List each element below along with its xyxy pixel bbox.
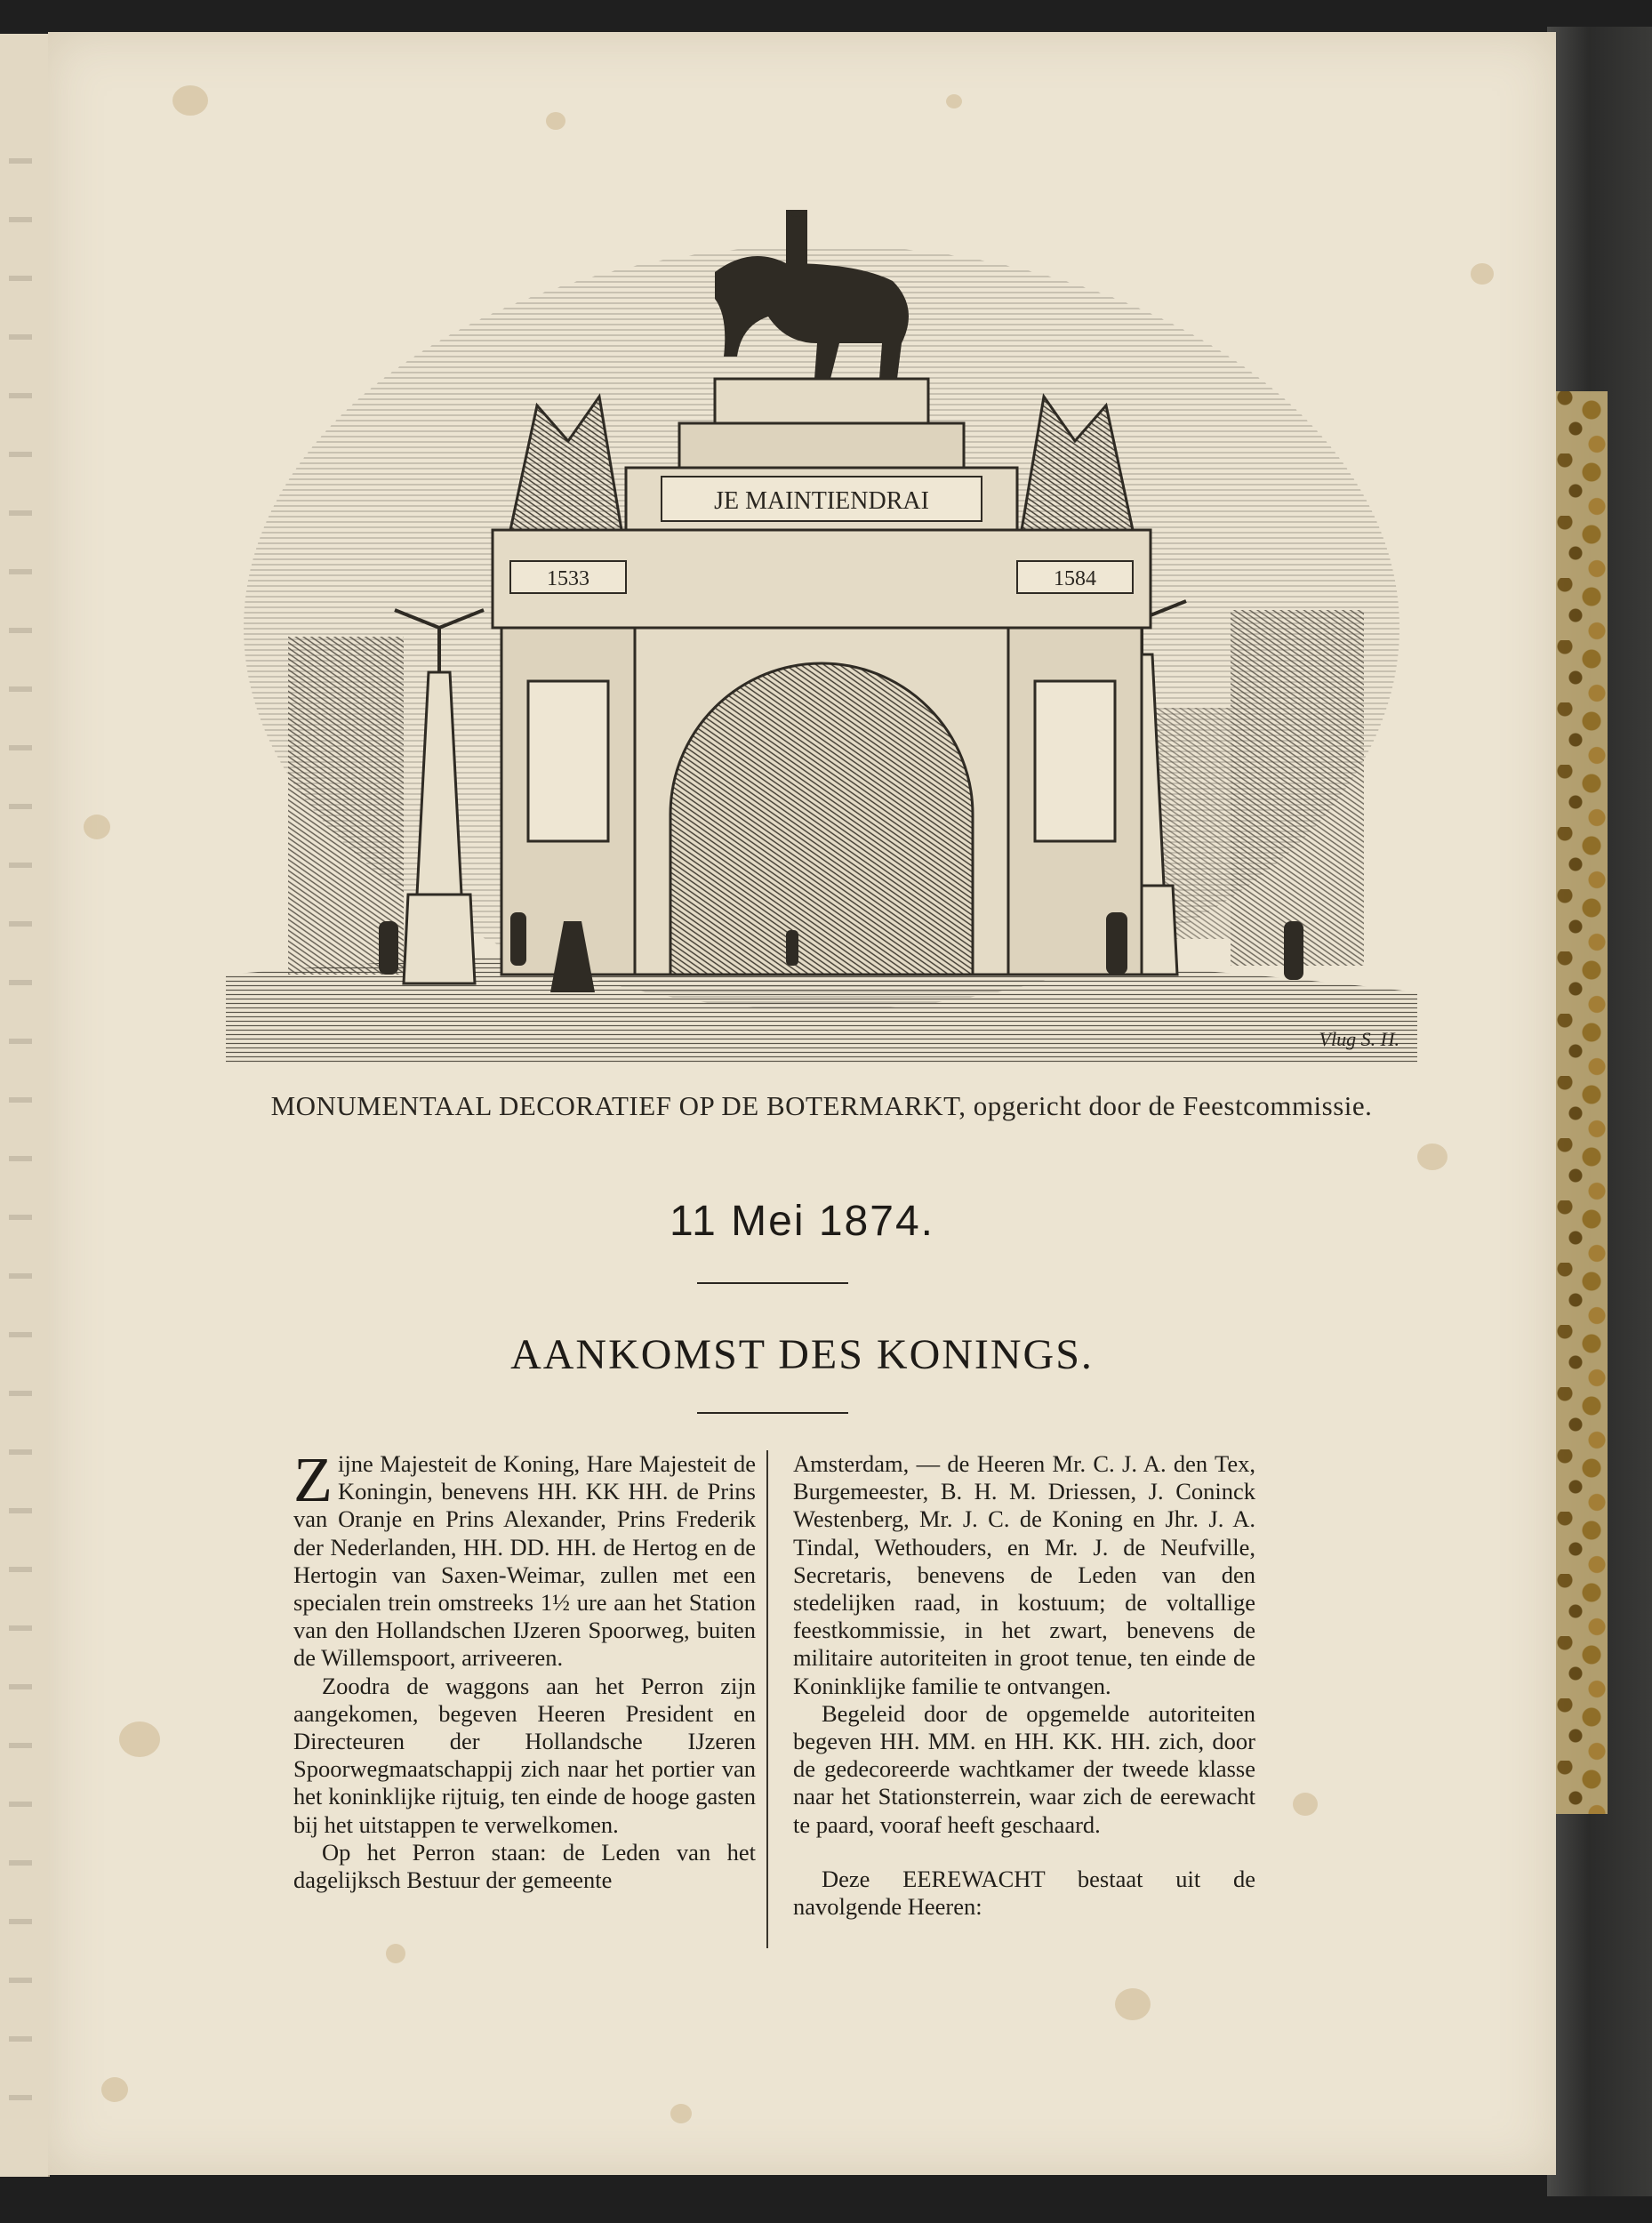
- document-page: [48, 32, 1556, 2175]
- paragraph-6: Deze EEREWACHT bestaat uit de navolgende Heeren:: [793, 1865, 1255, 1921]
- drop-cap: Z: [293, 1444, 333, 1515]
- divider-rule-bottom: [697, 1412, 848, 1414]
- adjacent-page-edge: [0, 34, 50, 2177]
- paragraph-3: Op het Perron staan: de Leden van het dagelijksch Bestuur der gemeente: [293, 1838, 756, 1894]
- paragraph-4: Amsterdam, — de Heeren Mr. C. J. A. den Tex, Burgemeester, B. H. M. Driessen, J. Coninck Westenberg, Mr. J. C. de Koning en Jhr. J. A. Tindal, Wethouders, en Mr. J. de Neufville, Secretaris, benevens de Leden van den stedelijken raad, in kostuum; de voltallige feestkommissie, in het zwart, benevens de militaire autoriteiten in groot tenue, ten einde de Koninklijke familie te ontvangen.: [793, 1450, 1255, 1699]
- caption-main: MONUMENTAAL DECORATIEF OP DE BOTERMARKT,: [270, 1090, 966, 1121]
- artist-signature: Vlug S. H.: [1319, 1028, 1399, 1050]
- arch-inscription: JE MAINTIENDRAI: [714, 487, 929, 515]
- text-column-right: [793, 1450, 1255, 1921]
- date-heading: 11 Mei 1874.: [670, 1198, 934, 1245]
- section-heading: AANKOMST DES KONINGS.: [510, 1331, 1094, 1378]
- column-divider: [766, 1450, 768, 1948]
- caption-rest: opgericht door de Feestcommissie.: [966, 1090, 1373, 1121]
- divider-rule-top: [697, 1282, 848, 1284]
- paragraph-1: ijne Majesteit de Koning, Hare Majesteit de Koningin, benevens HH. KK HH. de Prins van Oranje en Prins Alexander, Prins Frederik der Nederlanden, HH. DD. HH. de Hertog en de Hertogin van Saxen-Weimar, zullen met een specialen trein omstreeks 1½ ure aan het Station van den Hollandschen IJzeren Spoorweg, buiten de Willemspoort, arriveeren.: [293, 1450, 756, 1672]
- engraving-triumphal-arch: [217, 210, 1426, 1063]
- text-column-left: [293, 1444, 756, 1894]
- left-year-plaque: 1533: [547, 567, 589, 590]
- right-year-plaque: 1584: [1054, 567, 1096, 590]
- illustration-caption: [226, 1090, 1417, 1122]
- paragraph-2: Zoodra de waggons aan het Perron zijn aangekomen, begeven Heeren President en Directeuren der Hollandsche IJzeren Spoorwegmaatschappij zich naar het portier van het koninklijke rijtuig, ten einde de hooge gasten bij het uitstappen te verwelkomen.: [293, 1672, 756, 1838]
- marbled-endpaper: [1554, 391, 1608, 1814]
- paragraph-5: Begeleid door de opgemelde autoriteiten begeven HH. MM. en HH. KK. HH. zich, door de gedecoreerde wachtkamer der tweede klasse naar het Stationsterrein, waar zich de eerewacht te paard, vooraf heeft geschaard.: [793, 1699, 1255, 1838]
